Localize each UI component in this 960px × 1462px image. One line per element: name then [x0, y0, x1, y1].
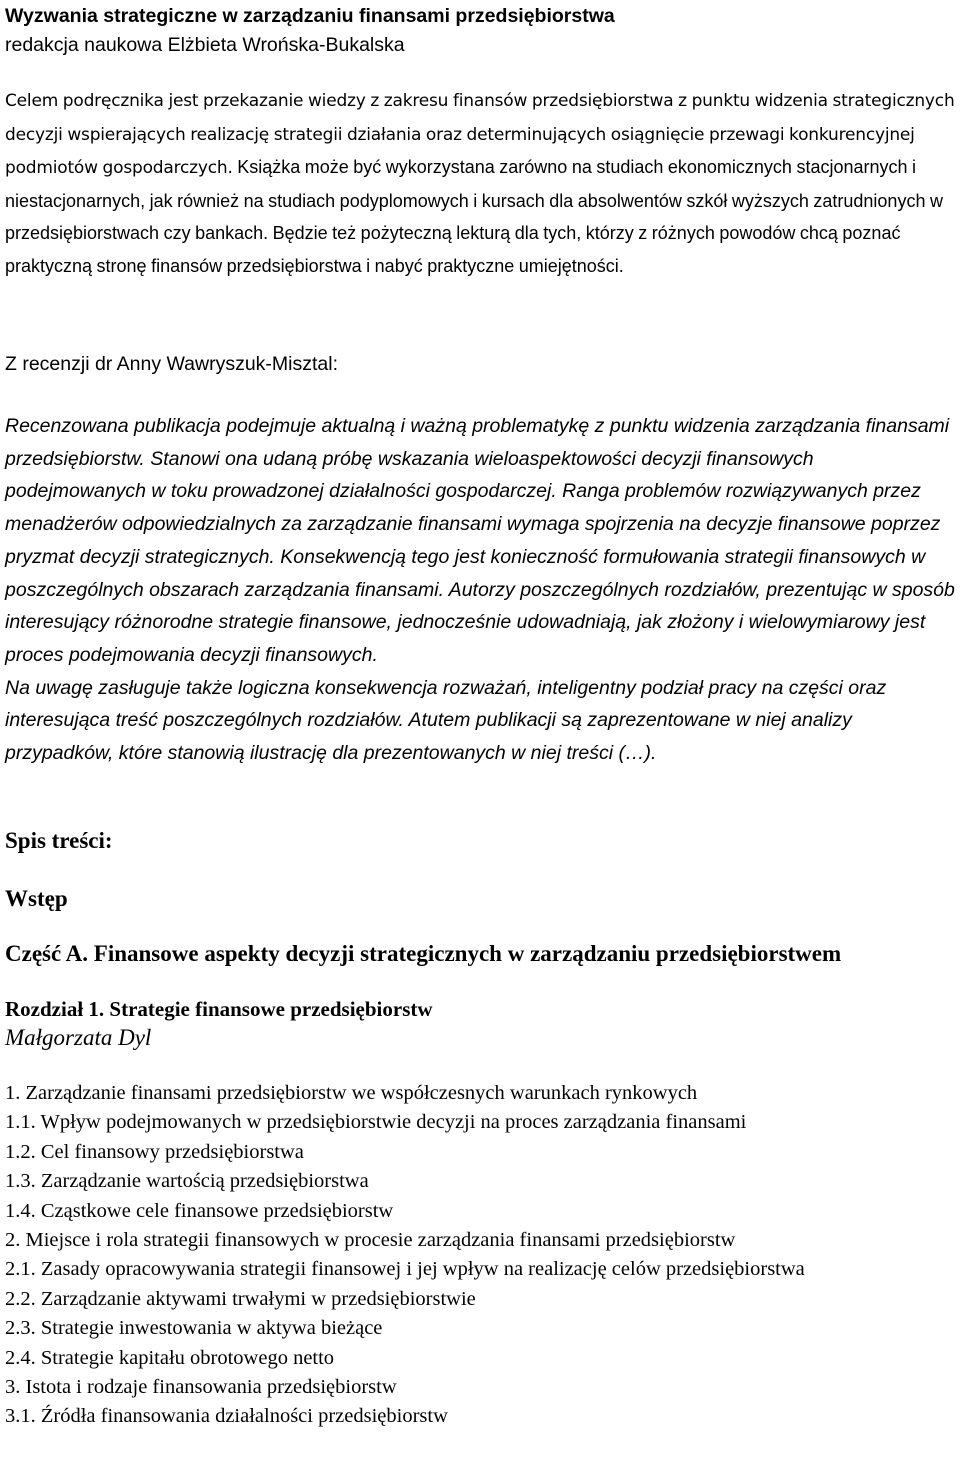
intro-paragraph	[5, 84, 955, 282]
toc-chapter-author: Małgorzata Dyl	[5, 1025, 152, 1050]
intro-text-part1: Celem podręcznika jest przekazanie wiedzy z zakresu finansów przedsiębiorstwa z punktu widzenia strategicznych decyzji wspierających realizację strategii działania oraz determinujących osiągnięcie przewagi konkurencyjnej podmiotów gospodarczych.	[5, 91, 955, 178]
toc-item: 1. Zarządzanie finansami przedsiębiorstw we współczesnych warunkach rynkowych	[5, 1082, 698, 1104]
toc-item: 3.1. Źródła finansowania działalności przedsiębiorstw	[5, 1405, 448, 1428]
toc-list	[5, 1079, 955, 1432]
review-paragraph-2: Na uwagę zasługuje także logiczna konsekwencja rozważań, inteligentny podział pracy na części oraz interesująca treść poszczególnych rozdziałów. Atutem publikacji są zaprezentowane w niej analizy przypadków, które stanowią ilustrację dla prezentowanych w niej treści (…).	[5, 676, 887, 765]
toc-chapter-title: Rozdział 1. Strategie finansowe przedsiębiorstw	[5, 997, 433, 1021]
review-quote	[5, 410, 955, 770]
toc-item: 2.4. Strategie kapitału obrotowego netto	[5, 1346, 335, 1369]
review-heading: Z recenzji dr Anny Wawryszuk-Misztal:	[5, 353, 339, 375]
intro-text-part2: Książka może być wykorzystana zarówno na studiach ekonomicznych stacjonarnych i niestacjonarnych, jak również na studiach podyplomowych i kursach dla absolwentów szkół wyższych zatrudnionych w przedsiębiorstwach czy bankach. Będzie też pożyteczną lekturą dla tych, którzy z różnych powodów chcą poznać praktyczną stronę finansów przedsiębiorstwa i nabyć praktyczne umiejętności.	[5, 157, 943, 276]
toc-part-title: Część A. Finansowe aspekty decyzji strategicznych w zarządzaniu przedsiębiorstwem	[5, 941, 842, 966]
toc-item: 1.3. Zarządzanie wartością przedsiębiorstwa	[5, 1170, 369, 1193]
toc-item: 2.2. Zarządzanie aktywami trwałymi w przedsiębiorstwie	[5, 1287, 476, 1310]
toc-item: 1.2. Cel finansowy przedsiębiorstwa	[5, 1140, 304, 1163]
toc-item: 2.3. Strategie inwestowania w aktywa bieżące	[5, 1317, 383, 1340]
review-paragraph-1: Recenzowana publikacja podejmuje aktualną i ważną problematykę z punktu widzenia zarządzania finansami przedsiębiorstw. Stanowi ona udaną próbę wskazania wieloaspektowości decyzji finansowych podejmowanych w toku prowadzonej działalności gospodarczej. Ranga problemów rozwiązywanych przez menadżerów odpowiedzialnych za zarządzanie finansami wymaga spojrzenia na decyzje finansowe poprzez pryzmat decyzji strategicznych. Konsekwencją tego jest konieczność formułowania strategii finansowych w poszczególnych obszarach zarządzania finansami. Autorzy poszczególnych rozdziałów, prezentując w sposób interesujący różnorodne strategie finansowe, jednocześnie udowadniają, jak złożony i wielowymiarowy jest proces podejmowania decyzji finansowych.	[5, 415, 955, 666]
toc-item: 3. Istota i rodzaje finansowania przedsiębiorstw	[5, 1376, 397, 1399]
toc-item: 2. Miejsce i rola strategii finansowych w procesie zarządzania finansami przedsiębiorstw	[5, 1229, 736, 1252]
toc-item: 1.1. Wpływ podejmowanych w przedsiębiorstwie decyzji na proces zarządzania finansami	[5, 1111, 747, 1134]
toc-intro-chapter: Wstęp	[5, 886, 68, 911]
toc-item: 2.1. Zasady opracowywania strategii finansowej i jej wpływ na realizację celów przedsiębiorstwa	[5, 1258, 805, 1281]
toc-heading: Spis treści:	[5, 828, 113, 853]
toc-item: 1.4. Cząstkowe cele finansowe przedsiębiorstw	[5, 1199, 394, 1222]
editor-line: redakcja naukowa Elżbieta Wrońska-Bukalska	[5, 34, 405, 56]
book-title: Wyzwania strategiczne w zarządzaniu finansami przedsiębiorstwa	[5, 5, 615, 27]
